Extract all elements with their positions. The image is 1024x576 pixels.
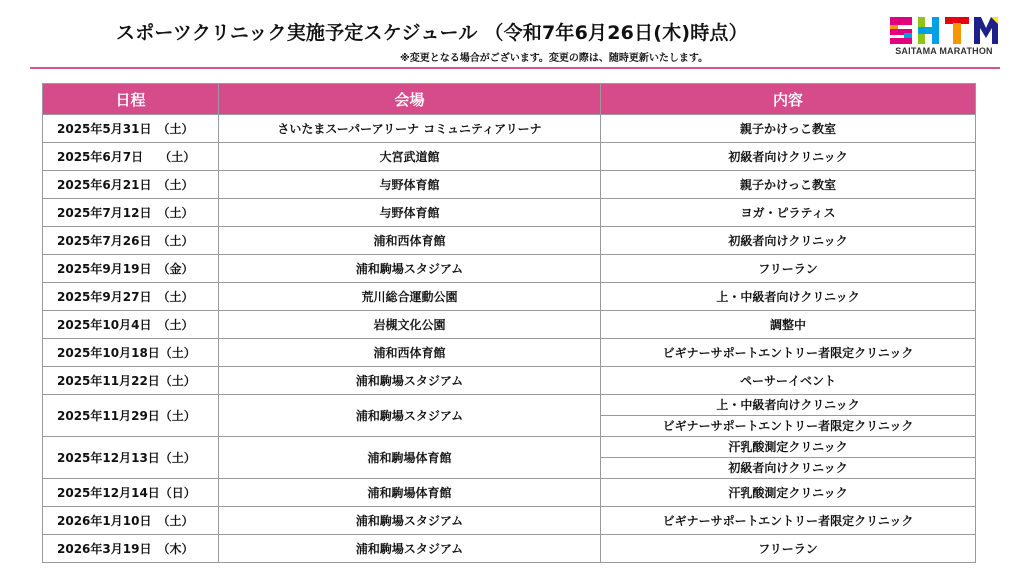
content-cell: 上・中級者向けクリニック (601, 395, 976, 416)
page-title: スポーツクリニック実施予定スケジュール （令和7年6月26日(木)時点） (116, 22, 748, 44)
date-cell: 2025年10月18日（土） (43, 339, 219, 367)
content-cell: ビギナーサポートエントリー者限定クリニック (601, 416, 976, 437)
date-cell: 2025年12月13日（土） (43, 437, 219, 479)
date-cell: 2025年7月12日 （土） (43, 199, 219, 227)
date-cell: 2025年11月29日（土） (43, 395, 219, 437)
date-cell: 2025年9月27日 （土） (43, 283, 219, 311)
date-cell: 2025年12月14日（日） (43, 479, 219, 507)
venue-cell: 浦和駒場スタジアム (219, 535, 601, 563)
venue-cell: 浦和西体育館 (219, 227, 601, 255)
venue-cell: 与野体育館 (219, 171, 601, 199)
content-cell: 親子かけっこ教室 (601, 115, 976, 143)
content-cell: ヨガ・ピラティス (601, 199, 976, 227)
venue-cell: 浦和駒場体育館 (219, 437, 601, 479)
date-cell: 2025年9月19日 （金） (43, 255, 219, 283)
content-cell: フリーラン (601, 255, 976, 283)
header-divider (30, 67, 1000, 69)
venue-cell: 与野体育館 (219, 199, 601, 227)
venue-cell: 岩槻文化公園 (219, 311, 601, 339)
content-cell: 親子かけっこ教室 (601, 171, 976, 199)
table-row (43, 395, 976, 416)
date-cell: 2025年10月4日 （土） (43, 311, 219, 339)
content-cell: 初級者向けクリニック (601, 143, 976, 171)
table-row (43, 479, 976, 507)
date-cell: 2025年5月31日 （土） (43, 115, 219, 143)
update-note: ※変更となる場合がございます。変更の際は、随時更新いたします。 (400, 53, 709, 64)
saitama-marathon-logo (888, 14, 1000, 62)
table-row (43, 255, 976, 283)
venue-cell: 大宮武道館 (219, 143, 601, 171)
table-row (43, 367, 976, 395)
venue-cell: 荒川総合運動公園 (219, 283, 601, 311)
table-row (43, 171, 976, 199)
venue-cell: 浦和駒場体育館 (219, 479, 601, 507)
venue-cell: さいたまスーパーアリーナ コミュニティアリーナ (219, 115, 601, 143)
table-row (43, 311, 976, 339)
content-cell: 上・中級者向けクリニック (601, 283, 976, 311)
logo-mark-icon (888, 14, 1000, 46)
content-cell: 調整中 (601, 311, 976, 339)
date-cell: 2025年7月26日 （土） (43, 227, 219, 255)
venue-cell: 浦和駒場スタジアム (219, 507, 601, 535)
venue-cell: 浦和駒場スタジアム (219, 395, 601, 437)
table-row (43, 507, 976, 535)
table-row (43, 199, 976, 227)
content-cell: ビギナーサポートエントリー者限定クリニック (601, 507, 976, 535)
venue-cell: 浦和西体育館 (219, 339, 601, 367)
table-row (43, 535, 976, 563)
venue-cell: 浦和駒場スタジアム (219, 367, 601, 395)
date-cell: 2025年6月21日 （土） (43, 171, 219, 199)
header-venue: 会場 (219, 84, 601, 115)
table-header-row (43, 84, 976, 115)
table-row (43, 143, 976, 171)
date-cell: 2025年11月22日（土） (43, 367, 219, 395)
content-cell: 初級者向けクリニック (601, 227, 976, 255)
date-cell: 2026年3月19日 （木） (43, 535, 219, 563)
content-cell: 汗乳酸測定クリニック (601, 437, 976, 458)
table-row (43, 437, 976, 458)
table-row (43, 339, 976, 367)
content-cell: フリーラン (601, 535, 976, 563)
date-cell: 2026年1月10日 （土） (43, 507, 219, 535)
header-content: 内容 (601, 84, 976, 115)
content-cell: ペーサーイベント (601, 367, 976, 395)
header-date: 日程 (43, 84, 219, 115)
content-cell: 初級者向けクリニック (601, 458, 976, 479)
schedule-table (42, 83, 976, 563)
table-row (43, 227, 976, 255)
venue-cell: 浦和駒場スタジアム (219, 255, 601, 283)
content-cell: 汗乳酸測定クリニック (601, 479, 976, 507)
logo-text: SAITAMA MARATHON (895, 46, 993, 56)
date-cell: 2025年6月7日 （土） (43, 143, 219, 171)
table-row (43, 115, 976, 143)
table-row (43, 283, 976, 311)
content-cell: ビギナーサポートエントリー者限定クリニック (601, 339, 976, 367)
